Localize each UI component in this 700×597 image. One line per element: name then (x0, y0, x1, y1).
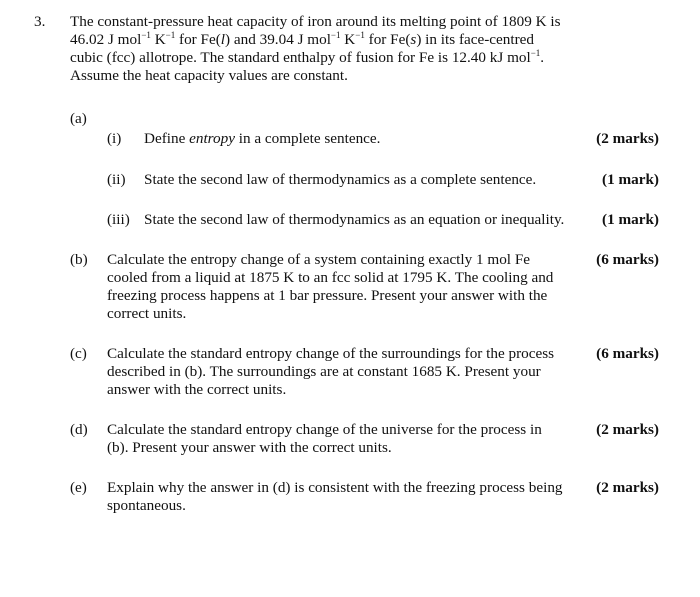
part-b-text (107, 251, 553, 323)
part-a-ii-text: State the second law of thermodynamics as a complete sentence. (144, 171, 537, 188)
part-d-line: (b). Present your answer with the correct units. (107, 439, 392, 456)
part-b-label: (b) (70, 251, 88, 268)
intro-line-4: Assume the heat capacity values are constant. (70, 67, 348, 84)
part-c-text (107, 345, 554, 399)
part-d-label: (d) (70, 421, 88, 438)
part-b-line: correct units. (107, 305, 187, 322)
part-c-line: answer with the correct units. (107, 381, 287, 398)
part-a-i-marks: (2 marks) (596, 130, 659, 147)
part-b-line: Calculate the entropy change of a system containing exactly 1 mol Fe (107, 251, 531, 268)
part-d-text (107, 421, 542, 457)
part-a-i-label: (i) (107, 130, 122, 147)
part-c-line: described in (b). The surroundings are at constant 1685 K. Present your (107, 363, 541, 380)
part-a-i-text: Define entropy in a complete sentence. (144, 130, 381, 147)
part-b-marks: (6 marks) (596, 251, 659, 268)
part-e-text (107, 479, 563, 515)
part-c-label: (c) (70, 345, 87, 362)
part-b-line: freezing process happens at 1 bar pressure. Present your answer with the (107, 287, 548, 304)
part-c-line: Calculate the standard entropy change of the surroundings for the process (107, 345, 555, 362)
part-e-marks: (2 marks) (596, 479, 659, 496)
part-d-marks: (2 marks) (596, 421, 659, 438)
question-number: 3. (34, 13, 46, 30)
part-e-line: spontaneous. (107, 497, 186, 514)
part-a-iii-label: (iii) (107, 211, 130, 228)
question-intro (70, 13, 561, 85)
part-a-ii-label: (ii) (107, 171, 126, 188)
intro-line-2: 46.02 J mol$^{-1}$ $K^{-1}$ for Fe(l) and 39.04 J mol$^{-1}$ $K^{-1}$ for Fe(s) in its face-centred (70, 30, 534, 48)
part-b-line: cooled from a liquid at 1875 K to an fcc solid at 1795 K. The cooling and (107, 269, 554, 286)
part-d-line: Calculate the standard entropy change of the universe for the process in (107, 421, 542, 438)
intro-line-1: The constant-pressure heat capacity of iron around its melting point of 1809 K is (70, 13, 561, 30)
intro-line-3: cubic (fcc) allotrope. The standard enthalpy of fusion for Fe is 12.40 kJ mol$^{-1}$. (70, 48, 545, 66)
part-a-iii-marks: (1 mark) (602, 211, 659, 228)
part-e-line: Explain why the answer in (d) is consistent with the freezing process being (107, 479, 563, 496)
part-e-label: (e) (70, 479, 87, 496)
part-c-marks: (6 marks) (596, 345, 659, 362)
part-a-label: (a) (70, 110, 87, 127)
part-a-ii-marks: (1 mark) (602, 171, 659, 188)
part-a-iii-text: State the second law of thermodynamics as an equation or inequality. (144, 211, 565, 228)
